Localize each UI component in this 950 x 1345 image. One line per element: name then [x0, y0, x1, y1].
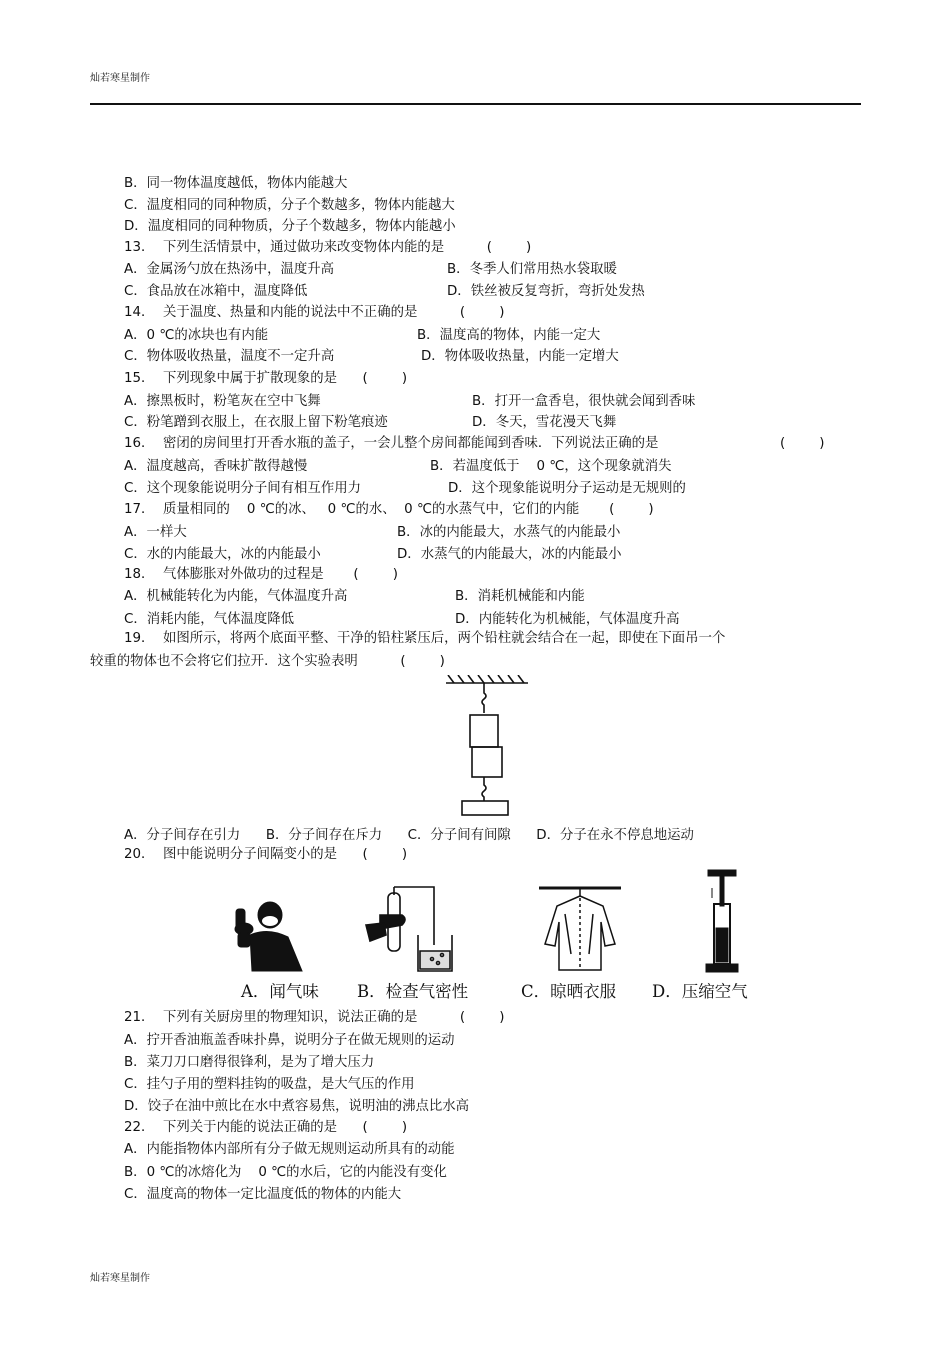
compressed-air-syringe-image	[700, 868, 744, 974]
q22-option-a: A．内能指物体内部所有分子做无规则运动所具有的动能	[124, 1142, 455, 1157]
q17-option-d: D．水蒸气的内能最大，冰的内能最小	[397, 547, 622, 562]
q13-option-d: D．铁丝被反复弯折，弯折处发热	[447, 284, 645, 299]
q16-answer-paren: ( )	[780, 436, 825, 451]
q15-option-d: D．冬天，雪花漫天飞舞	[472, 415, 617, 430]
q18-option-a: A．机械能转化为内能，气体温度升高	[124, 589, 348, 604]
q16-option-a: A．温度越高，香味扩散得越慢	[124, 459, 308, 474]
q17-option-b: B．冰的内能最大，水蒸气的内能最小	[397, 525, 621, 540]
q15-stem: 15． 下列现象中属于扩散现象的是 ( )	[124, 371, 408, 386]
q22-option-b: B．0 ℃的冰熔化为 0 ℃的水后，它的内能没有变化	[124, 1165, 447, 1180]
q18-option-d: D．内能转化为机械能，气体温度升高	[455, 612, 680, 627]
airtightness-apparatus-image	[362, 885, 472, 975]
q12-option-b: B．同一物体温度越低，物体内能越大	[124, 176, 348, 191]
q14-option-a: A．0 ℃的冰块也有内能	[124, 328, 269, 343]
smelling-person-image	[228, 895, 308, 973]
q17-stem: 17． 质量相同的 0 ℃的冰、 0 ℃的水、 0 ℃的水蒸气中，它们的内能 ( )	[124, 502, 654, 517]
q15-option-a: A．擦黑板时，粉笔灰在空中飞舞	[124, 394, 321, 409]
q21-option-d: D．饺子在油中煎比在水中煮容易焦，说明油的沸点比水高	[124, 1099, 470, 1114]
q17-option-a: A．一样大	[124, 525, 187, 540]
q19-stem: 19． 如图所示，将两个底面平整、干净的铅柱紧压后，两个铅柱就会结合在一起，即使在下面吊一个	[124, 631, 726, 646]
q20-stem: 20． 图中能说明分子间隔变小的是 ( )	[124, 847, 408, 862]
q16-option-b: B．若温度低于 0 ℃，这个现象就消失	[430, 459, 672, 474]
q21-option-b: B．菜刀刀口磨得很锋利，是为了增大压力	[124, 1055, 375, 1070]
q14-option-c: C．物体吸收热量，温度不一定升高	[124, 349, 335, 364]
hanging-clothes-image	[535, 884, 625, 974]
q22-option-c: C．温度高的物体一定比温度低的物体的内能大	[124, 1187, 402, 1202]
q15-option-c: C．粉笔蹭到衣服上，在衣服上留下粉笔痕迹	[124, 415, 388, 430]
figure-caption-d: D．压缩空气	[652, 982, 748, 1001]
q16-option-d: D．这个现象能说明分子运动是无规则的	[448, 481, 686, 496]
q21-option-c: C．挂勺子用的塑料挂钩的吸盘，是大气压的作用	[124, 1077, 415, 1092]
q18-option-b: B．消耗机械能和内能	[455, 589, 585, 604]
q12-option-d: D．温度相同的同种物质，分子个数越多，物体内能越小	[124, 219, 456, 234]
q19-options: A．分子间存在引力 B．分子间存在斥力 C．分子间有间隙 D．分子在永不停息地运动	[124, 828, 694, 843]
q14-stem: 14． 关于温度、热量和内能的说法中不正确的是 ( )	[124, 305, 505, 320]
figure-caption-a: A．闻气味	[241, 982, 319, 1001]
q14-option-d: D．物体吸收热量，内能一定增大	[421, 349, 619, 364]
header-rule	[90, 103, 861, 105]
lead-cylinders-figure	[444, 675, 530, 820]
q17-option-c: C．水的内能最大，冰的内能最小	[124, 547, 321, 562]
q13-option-b: B．冬季人们常用热水袋取暖	[447, 262, 617, 277]
q13-option-c: C．食品放在冰箱中，温度降低	[124, 284, 308, 299]
q16-option-c: C．这个现象能说明分子间有相互作用力	[124, 481, 361, 496]
figure-caption-c: C．晾晒衣服	[521, 982, 617, 1001]
q19-stem-continued: 较重的物体也不会将它们拉开．这个实验表明 ( )	[90, 654, 445, 669]
q12-option-c: C．温度相同的同种物质，分子个数越多，物体内能越大	[124, 198, 455, 213]
q18-stem: 18． 气体膨胀对外做功的过程是 ( )	[124, 567, 398, 582]
q21-stem: 21． 下列有关厨房里的物理知识，说法正确的是 ( )	[124, 1010, 505, 1025]
figure-caption-b: B．检查气密性	[357, 982, 469, 1001]
q14-option-b: B．温度高的物体，内能一定大	[417, 328, 601, 343]
q13-stem: 13． 下列生活情景中，通过做功来改变物体内能的是 ( )	[124, 240, 532, 255]
q13-option-a: A．金属汤勺放在热汤中，温度升高	[124, 262, 335, 277]
q18-option-c: C．消耗内能，气体温度降低	[124, 612, 295, 627]
page-footer: 灿若寒星制作	[90, 1273, 150, 1284]
q22-stem: 22． 下列关于内能的说法正确的是 ( )	[124, 1120, 408, 1135]
page-header: 灿若寒星制作	[90, 73, 150, 84]
q16-stem: 16． 密闭的房间里打开香水瓶的盖子，一会儿整个房间都能闻到香味．下列说法正确的是	[124, 436, 659, 451]
q15-option-b: B．打开一盒香皂，很快就会闻到香味	[472, 394, 696, 409]
q21-option-a: A．拧开香油瓶盖香味扑鼻，说明分子在做无规则的运动	[124, 1033, 455, 1048]
